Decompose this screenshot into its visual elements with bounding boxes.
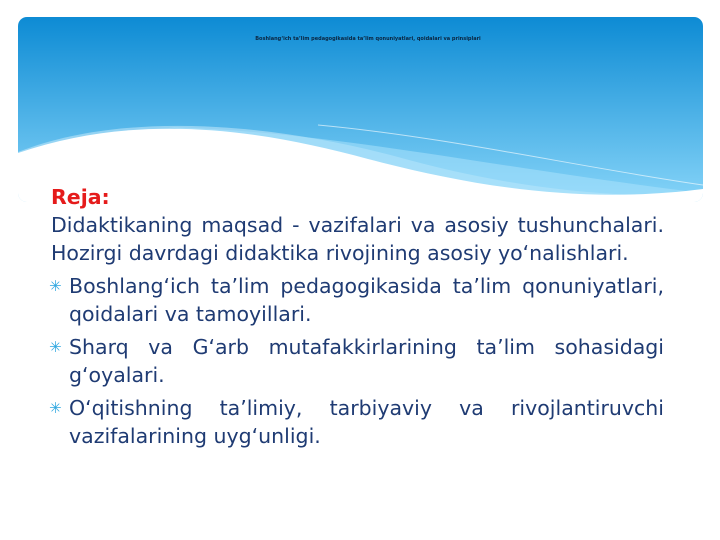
asterisk-icon: ✳ — [49, 338, 62, 356]
plan-heading: Reja: — [51, 185, 110, 209]
content-area — [51, 183, 664, 455]
bullet-item — [51, 333, 664, 389]
asterisk-icon: ✳ — [49, 277, 62, 295]
bullet-item — [51, 272, 664, 328]
wave-banner-graphic — [18, 17, 703, 202]
asterisk-icon: ✳ — [49, 399, 62, 417]
intro-paragraph: Didaktikaning maqsad - vazifalari va asosiy tushunchalari. Hozirgi davrdagi didaktika rivojining asosiy yo‘nalishlari. — [51, 213, 664, 265]
bullet-text: Sharq va G‘arb mutafakkirlarining ta’lim sohasidagi g‘oyalari. — [69, 335, 664, 387]
header-banner — [18, 17, 703, 202]
bullet-text: O‘qitishning ta’limiy, tarbiyaviy va rivojlantiruvchi vazifalarining uyg‘unligi. — [69, 396, 664, 448]
bullet-text: Boshlang‘ich ta’lim pedagogikasida ta’lim qonuniyatlari, qoidalari va tamoyillari. — [69, 274, 664, 326]
bullet-list — [51, 272, 664, 450]
bullet-item — [51, 394, 664, 450]
slide-title: Boshlang‘ich ta’lim pedagogikasida ta’lim qonuniyatlari, qoidalari va prinsiplari — [255, 36, 481, 42]
